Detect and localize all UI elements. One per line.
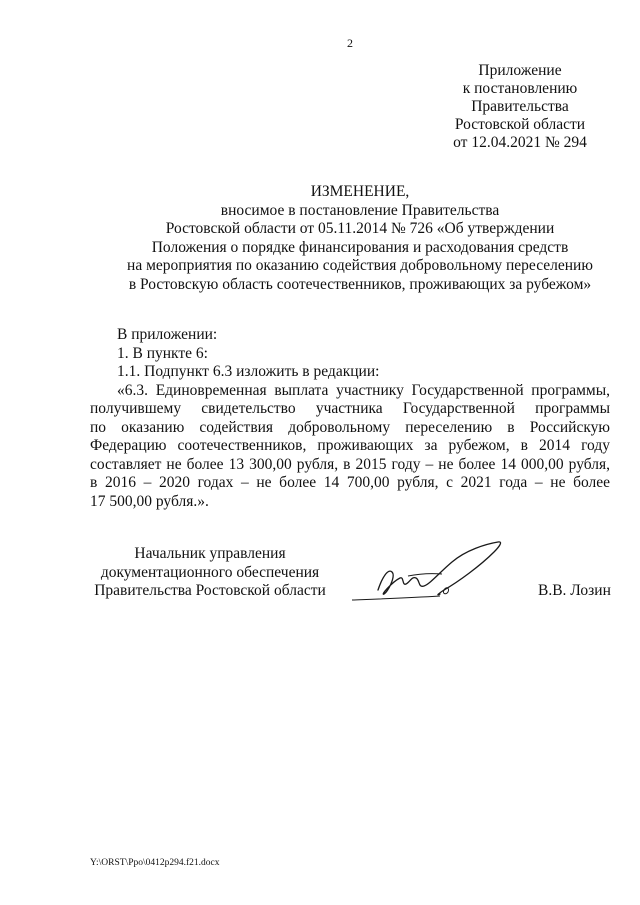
paragraph-line: по оказанию содействия добровольному переселению в Российскую bbox=[90, 418, 610, 436]
signatory-line: Начальник управления bbox=[134, 545, 286, 562]
body-intro: В приложении: bbox=[117, 326, 218, 343]
signatory-position bbox=[90, 545, 330, 601]
signer-name: В.В. Лозин bbox=[538, 582, 611, 599]
title-heading: ИЗМЕНЕНИЕ, bbox=[310, 183, 410, 200]
handwritten-signature bbox=[348, 538, 518, 604]
paragraph-line: получившему свидетельство участника Государственной программы bbox=[90, 400, 610, 417]
title-line: в Ростовскую область соотечественников, проживающих за рубежом» bbox=[128, 275, 592, 293]
title-line: на мероприятия по оказанию содействия добровольному переселению bbox=[127, 257, 593, 274]
paragraph-line: «6.3. Единовременная выплата участнику Государственной программы, bbox=[117, 381, 610, 399]
file-path: Y:\ORST\Ppo\0412p294.f21.docx bbox=[90, 858, 220, 868]
document-body bbox=[90, 322, 610, 511]
paragraph-line: Федерацию соотечественников, проживающих за рубежом, в 2014 году bbox=[90, 437, 610, 454]
amendment-paragraph bbox=[90, 382, 610, 512]
document-title bbox=[120, 183, 600, 294]
page-number: 2 bbox=[347, 36, 353, 50]
signatory-line: документационного обеспечения bbox=[100, 563, 320, 581]
appendix-line: Приложение bbox=[478, 62, 562, 79]
title-line: Положения о порядке финансирования и расходования средств bbox=[151, 238, 569, 256]
paragraph-line: 17 500,00 рубля.». bbox=[90, 492, 209, 510]
body-subpoint-1-1: 1.1. Подпункт 6.3 изложить в редакции: bbox=[117, 363, 380, 380]
appendix-date-number: от 12.04.2021 № 294 bbox=[453, 134, 587, 151]
appendix-line: Ростовской области bbox=[454, 116, 586, 133]
appendix-line: Правительства bbox=[471, 98, 569, 115]
title-line: Ростовской области от 05.11.2014 № 726 «Об утверждении bbox=[165, 220, 555, 237]
signatory-line: Правительства Ростовской области bbox=[94, 582, 326, 599]
paragraph-line: в 2016 – 2020 годах – не более 14 700,00 рубля, с 2021 года – не более bbox=[90, 474, 610, 491]
title-line: вносимое в постановление Правительства bbox=[220, 201, 500, 219]
body-point-1: 1. В пункте 6: bbox=[117, 344, 208, 362]
appendix-header bbox=[440, 62, 600, 152]
appendix-line: к постановлению bbox=[462, 80, 578, 97]
paragraph-line: составляет не более 13 300,00 рубля, в 2015 году – не более 14 000,00 рубля, bbox=[90, 455, 610, 473]
